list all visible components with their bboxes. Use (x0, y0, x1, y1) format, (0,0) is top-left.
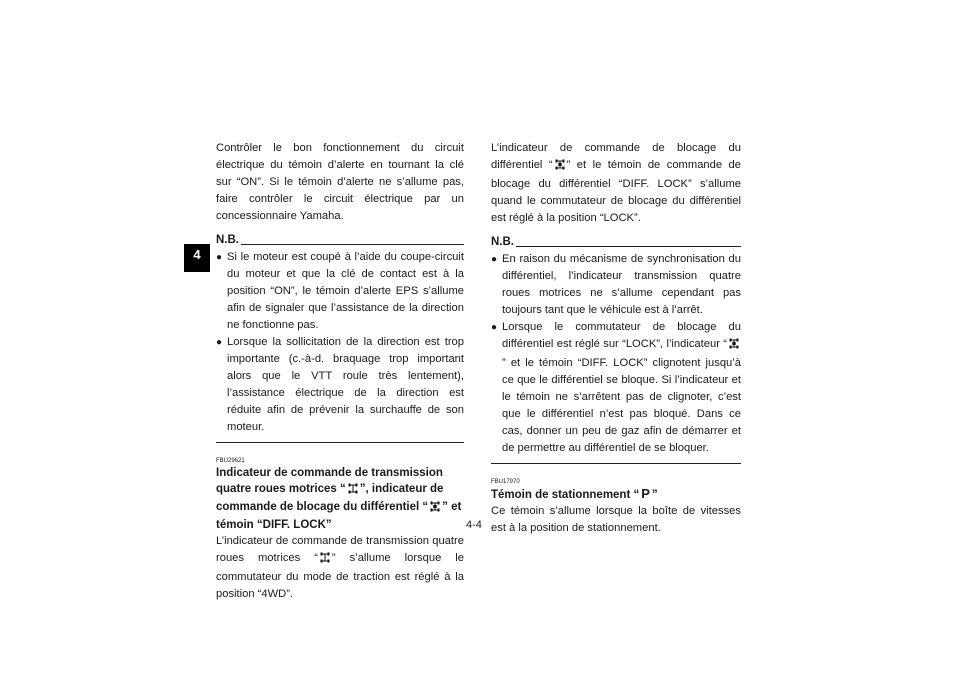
nb-header (216, 233, 464, 247)
body-text: ” s’allume lorsque le commutateur du mode de traction est réglé à la position “4WD”. (216, 552, 464, 600)
nb-header (491, 235, 741, 249)
heading-text: Indicateur de commande de transmission quatre roues motrices “ (216, 467, 443, 495)
list-item: ● Si le moteur est coupé à l’aide du coupe-circuit du moteur et que la clé de contact est à la position “ON”, le témoin d’alerte EPS s’allume afin de signaler que l’assistance de la direction ne fonctionne pas. (216, 249, 464, 334)
diff-lock-icon (430, 501, 440, 517)
nb-label: N.B. (216, 234, 239, 246)
nb-list (216, 249, 464, 436)
nb-end-rule (216, 442, 464, 443)
left-column (216, 140, 464, 603)
nb-label: N.B. (491, 236, 514, 248)
right-column (491, 140, 741, 537)
body-paragraph (216, 533, 464, 603)
heading-text: ”, indicateur de commande de blocage du différentiel “ (216, 483, 444, 513)
section-code: FBU29621 (216, 458, 245, 464)
list-item-text: Lorsque le commutateur de blocage du différentiel est réglé sur “LOCK”, l’indicateur “ (502, 321, 741, 350)
heading-text: ” et témoin “DIFF. LOCK” (216, 501, 462, 531)
heading-text: ” (651, 489, 658, 501)
section-heading (216, 465, 464, 533)
list-item (491, 319, 741, 457)
nb-rule (516, 246, 741, 247)
diff-lock-paragraph (491, 140, 741, 227)
body-text: ” et le témoin de commande de blocage du différentiel “DIFF. LOCK” s’allume quand le commutateur de blocage du différentiel est réglé à la position “LOCK”. (491, 159, 741, 224)
page-number: 4-4 (466, 519, 482, 531)
four-wheel-drive-icon (348, 483, 358, 499)
nb-rule (241, 244, 464, 245)
chapter-tab (184, 244, 210, 272)
list-item: ● En raison du mécanisme de synchronisation du différentiel, l’indicateur transmission quatre roues motrices ne s’allume cependant pas toujours tant que le véhicule est à l’arrêt. (491, 251, 741, 319)
body-text: L’indicateur de commande de transmission quatre roues motrices “ (216, 535, 464, 564)
chapter-tab-label: 4 (193, 247, 201, 262)
list-item-text: ” et le témoin “DIFF. LOCK” clignotent jusqu’à ce que le différentiel se bloque. Si l’indicateur et le témoin ne s’arrêtent pas de clignoter, c’est que le différentiel n’est pas bloqué. Dans ce cas, donner un peu de gaz afin de démarrer et de permettre au différentiel de se bloquer. (502, 357, 741, 454)
parking-p-icon: P (641, 486, 650, 501)
nb-end-rule (491, 463, 741, 464)
body-paragraph: Ce témoin s’allume lorsque la boîte de vitesses est à la position de stationnement. (491, 505, 741, 534)
diff-lock-icon (555, 159, 565, 176)
intro-paragraph: Contrôler le bon fonctionnement du circuit électrique du témoin d’alerte en tournant la clé sur “ON”. Si le témoin d’alerte ne s’allume pas, faire contrôler le circuit électrique par un concessionnaire Yamaha. (216, 142, 464, 222)
list-item: ● Lorsque la sollicitation de la direction est trop importante (c.-à-d. braquage trop important alors que le VTT roule très lentement), l’assistance électrique de la direction est réduite afin de prévenir la surchauffe de son moteur. (216, 334, 464, 436)
four-wheel-drive-icon (320, 552, 330, 569)
diff-lock-icon (729, 338, 739, 355)
nb-list (491, 251, 741, 457)
body-text: L’indicateur de commande de blocage du différentiel “ (491, 142, 741, 171)
section-code: FBU17970 (491, 479, 520, 485)
heading-text: Témoin de stationnement “ (491, 489, 640, 501)
section-heading (491, 486, 741, 503)
